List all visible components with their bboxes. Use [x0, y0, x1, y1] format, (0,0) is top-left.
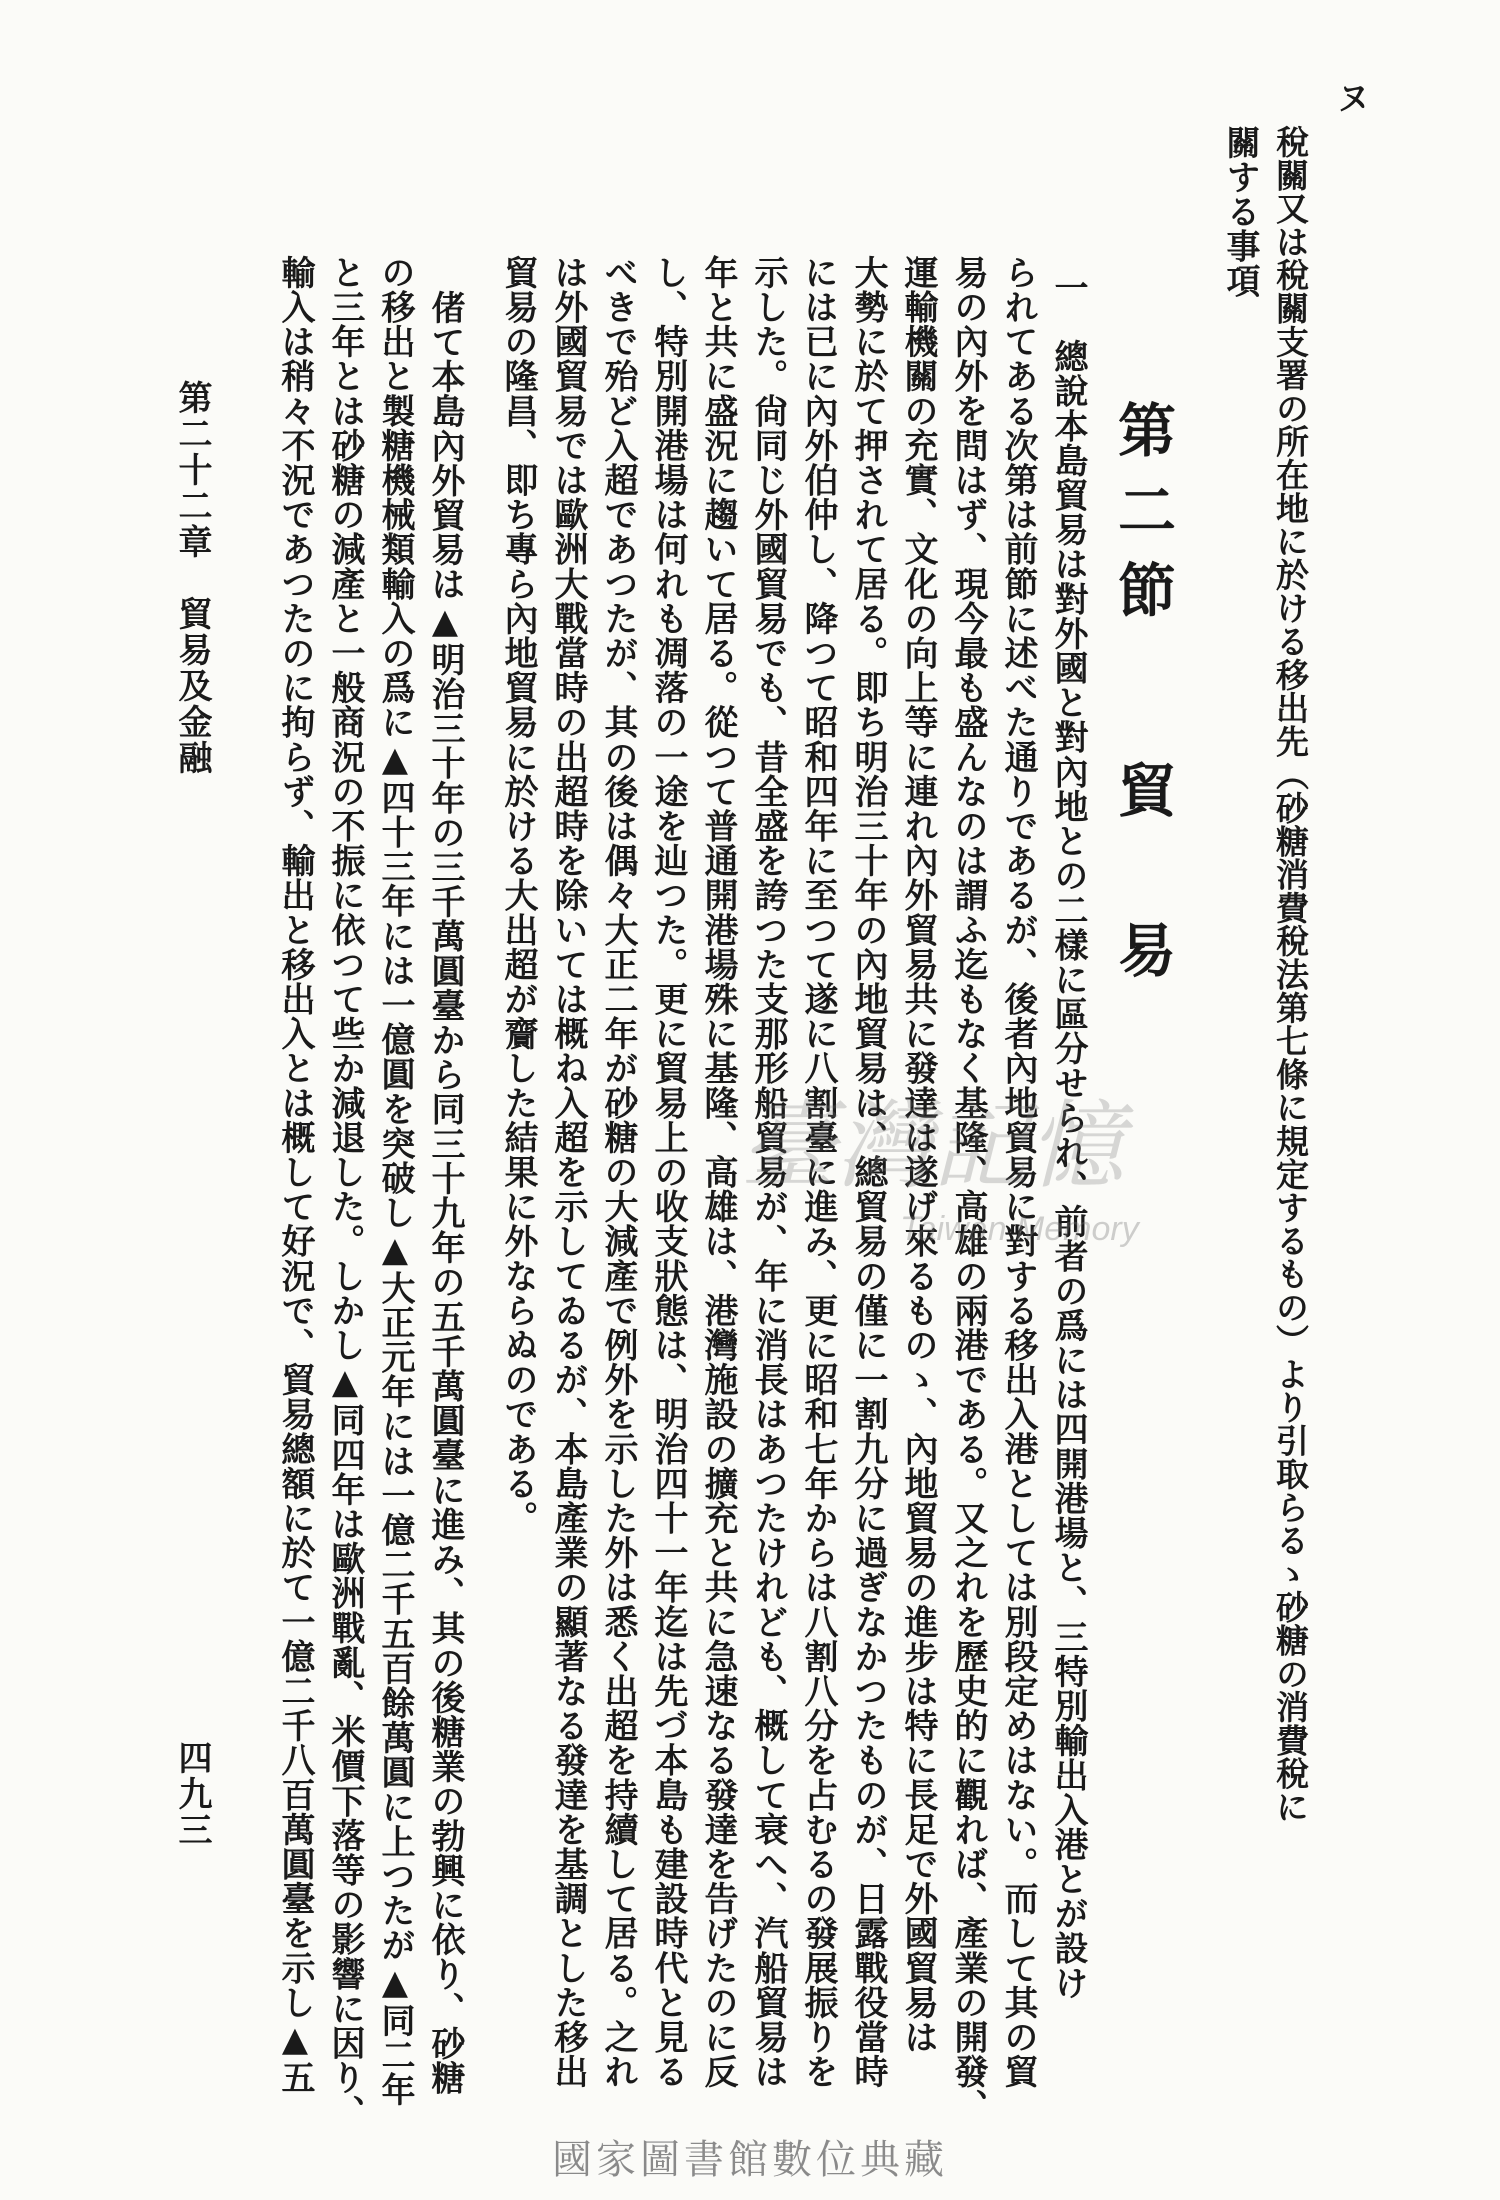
note-line-1: 稅關又は稅關支署の所在地に於ける移出先（砂糖消費稅法第七條に規定するもの）より引取らるゝ砂糖の消費稅に — [1271, 125, 1310, 1824]
note-line-2: 關する事項 — [1220, 125, 1260, 298]
paragraph-8: 年と共に盛況に趨いて居る。從つて普通開港場殊に基隆、高雄は、港灣施設の擴充と共に急速なる發達を告げたのに反 — [698, 255, 738, 2089]
note-marker: ヌ — [1330, 80, 1370, 115]
section-heading — [1110, 400, 1174, 1000]
paragraph-6: には已に內外伯仲し、降つて昭和四年に至つて遂に八割臺に進み、更に昭和七年からは八割八分を占むるの發展振りを — [798, 255, 838, 2089]
watermark-subtitle: Taiwan Memory — [900, 1210, 1139, 1248]
page-number: 四九三 — [172, 1740, 212, 1848]
paragraph-14: の移出と製糖機械類輸入の爲に▲四十三年には一億圓を突破し▲大正元年には一億二千五百餘萬圓に上つたが▲同二年 — [375, 255, 415, 2107]
section-heading-title: 貿 易 — [1108, 760, 1176, 1000]
paragraph-10: べきで殆ど入超であつたが、其の後は偶々大正二年が砂糖の大減產で例外を示した外は悉く出超を持續して居る。之れ — [598, 255, 638, 2089]
watermark: 臺灣記憶 — [740, 1090, 1124, 1202]
chapter-running-title: 第二十二章 貿易及金融 — [172, 380, 212, 776]
paragraph-3: 易の內外を問はず、現今最も盛んなのは謂ふ迄もなく基隆、高雄の兩港である。又之れを歷史的に觀れば、產業の開發、 — [948, 255, 988, 2124]
paragraph-9: し、特別開港場は何れも凋落の一途を辿つた。更に貿易上の收支狀態は、明治四十一年迄は先づ本島も建設時代と見る — [648, 255, 688, 2089]
paragraph-13: 偖て本島內外貿易は▲明治三十年の三千萬圓臺から同三十九年の五千萬圓臺に進み、其の後糖業の勃興に依り、砂糖 — [425, 290, 465, 2096]
paragraph-7: 示した。尙同じ外國貿易でも、昔全盛を誇つた支那形船貿易が、年に消長はあつたけれども、概して衰へ、汽船貿易は — [748, 255, 788, 2089]
paragraph-16: 輸入は稍々不況であつたのに拘らず、輸出と移出入とは概して好況で、貿易總額に於て一億二千八百萬圓臺を示し▲五 — [275, 255, 315, 2095]
paragraph-5: 大勢に於て押されて居る。即ち明治三十年の內地貿易は、總貿易の僅に一割九分に過ぎなかつたものが、日露戰役當時 — [848, 255, 888, 2089]
paragraph-15: と三年とは砂糖の減產と一般商況の不振に依つて些か減退した。しかし▲同四年は歐洲戰亂、米價下落等の影響に因り、 — [325, 255, 365, 2130]
paragraph-4: 運輸機關の充實、文化の向上等に連れ內外貿易共に發達は遂げ來るものゝ、內地貿易の進步は特に長足で外國貿易は — [898, 255, 938, 2055]
library-mark: 國家圖書館數位典藏 — [552, 2137, 948, 2183]
paragraph-12: 貿易の隆昌、即ち專ら內地貿易に於ける大出超が齎した結果に外ならぬのである。 — [498, 255, 538, 1536]
paragraph-11: は外國貿易では歐洲大戰當時の出超時を除いては概ね入超を示してゐるが、本島產業の顯著なる發達を基調とした移出 — [548, 255, 588, 2089]
section-label: 一 總說 — [1048, 270, 1088, 409]
paragraph-2: られてある次第は前節に述べた通りであるが、後者內地貿易に對する移出入港としては別段定めはない。而して其の貿 — [998, 255, 1038, 2089]
paragraph-text: 本島貿易は對外國と對內地との二樣に區分せられ、前者の爲には四開港場と、三特別輸出入港とが設け — [1048, 408, 1088, 2001]
section-heading-prefix: 第二節 — [1108, 400, 1176, 640]
